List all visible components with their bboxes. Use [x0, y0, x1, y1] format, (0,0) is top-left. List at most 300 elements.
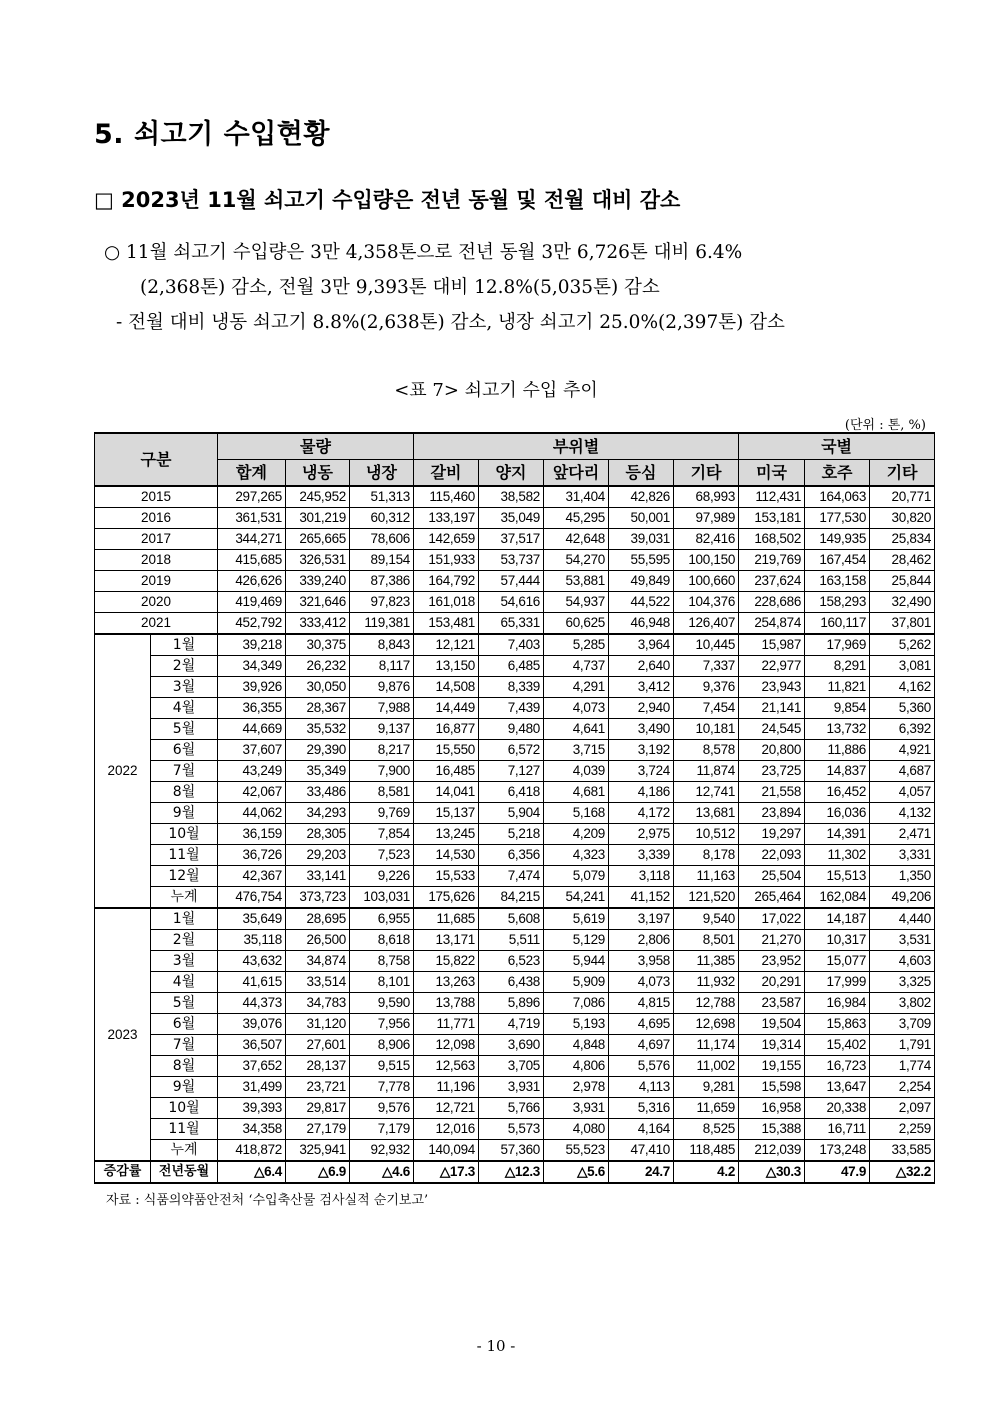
data-cell: 212,039: [739, 1140, 805, 1162]
data-cell: 167,454: [805, 550, 870, 571]
data-cell: 39,393: [218, 1098, 286, 1119]
data-cell: 158,293: [805, 592, 870, 613]
data-cell: 15,822: [414, 951, 479, 972]
data-cell: 54,937: [544, 592, 609, 613]
data-cell: 12,788: [674, 993, 739, 1014]
data-cell: 6,438: [479, 972, 544, 993]
data-cell: 4,186: [609, 782, 674, 803]
table-row: [95, 1140, 935, 1162]
data-cell: 6,523: [479, 951, 544, 972]
data-cell: 17,969: [805, 634, 870, 656]
table-row: [95, 719, 935, 740]
data-cell: 3,118: [609, 866, 674, 887]
table-row: [95, 634, 935, 656]
data-cell: 4,162: [870, 677, 935, 698]
data-cell: 35,349: [286, 761, 350, 782]
data-cell: 297,265: [218, 486, 286, 508]
data-cell: 3,197: [609, 908, 674, 930]
table-caption: <표 7> 쇠고기 수입 추이: [394, 380, 598, 401]
data-cell: 4,291: [544, 677, 609, 698]
bullet-line-1: ○ 11월 쇠고기 수입량은 3만 4,358톤으로 전년 동월 3만 6,726톤 대비 6.4%: [104, 242, 743, 263]
data-cell: 44,373: [218, 993, 286, 1014]
data-cell: 7,337: [674, 656, 739, 677]
data-cell: 23,587: [739, 993, 805, 1014]
data-cell: 53,881: [544, 571, 609, 592]
page-number: - 10 -: [476, 1337, 516, 1355]
data-cell: 97,989: [674, 508, 739, 529]
data-cell: 7,439: [479, 698, 544, 719]
data-cell: △17.3: [414, 1161, 479, 1183]
data-cell: △6.9: [286, 1161, 350, 1183]
table-row: [95, 677, 935, 698]
data-cell: △5.6: [544, 1161, 609, 1183]
data-cell: 2,254: [870, 1077, 935, 1098]
table-row: [95, 1035, 935, 1056]
data-cell: 9,876: [350, 677, 414, 698]
data-cell: 5,193: [544, 1014, 609, 1035]
data-cell: 8,501: [674, 930, 739, 951]
data-cell: 5,285: [544, 634, 609, 656]
data-cell: 3,958: [609, 951, 674, 972]
data-cell: 11,821: [805, 677, 870, 698]
data-cell: 16,711: [805, 1119, 870, 1140]
data-cell: 5,619: [544, 908, 609, 930]
table-row: [95, 698, 935, 719]
data-cell: 2,940: [609, 698, 674, 719]
data-cell: 3,081: [870, 656, 935, 677]
data-cell: 12,741: [674, 782, 739, 803]
month-label: 11월: [151, 1119, 218, 1140]
month-label: 9월: [151, 803, 218, 824]
data-cell: 16,984: [805, 993, 870, 1014]
data-cell: 84,215: [479, 887, 544, 909]
data-cell: 9,376: [674, 677, 739, 698]
data-cell: 142,659: [414, 529, 479, 550]
data-cell: 28,462: [870, 550, 935, 571]
data-cell: 161,018: [414, 592, 479, 613]
data-cell: 265,665: [286, 529, 350, 550]
sub-bullet: - 전월 대비 냉동 쇠고기 8.8%(2,638톤) 감소, 냉장 쇠고기 25.0%(2,397톤) 감소: [116, 312, 785, 333]
data-cell: 14,508: [414, 677, 479, 698]
data-cell: 92,932: [350, 1140, 414, 1162]
data-cell: 6,418: [479, 782, 544, 803]
data-cell: 2,471: [870, 824, 935, 845]
header-col: 앞다리: [544, 460, 609, 487]
month-label: 7월: [151, 761, 218, 782]
table-row: [95, 1014, 935, 1035]
data-cell: 15,137: [414, 803, 479, 824]
data-cell: 7,988: [350, 698, 414, 719]
header-col: 기타: [674, 460, 739, 487]
data-cell: 4,695: [609, 1014, 674, 1035]
data-cell: 11,659: [674, 1098, 739, 1119]
data-cell: 5,909: [544, 972, 609, 993]
data-cell: 47.9: [805, 1161, 870, 1183]
header-col: 냉동: [286, 460, 350, 487]
data-cell: 14,837: [805, 761, 870, 782]
data-cell: 164,063: [805, 486, 870, 508]
data-cell: △32.2: [870, 1161, 935, 1183]
month-label: 11월: [151, 845, 218, 866]
growth-row: [95, 1161, 935, 1183]
month-label: 6월: [151, 740, 218, 761]
data-cell: 39,076: [218, 1014, 286, 1035]
data-cell: 29,203: [286, 845, 350, 866]
data-cell: 9,515: [350, 1056, 414, 1077]
data-cell: 5,129: [544, 930, 609, 951]
data-cell: 164,792: [414, 571, 479, 592]
data-cell: 2,097: [870, 1098, 935, 1119]
data-cell: 37,801: [870, 613, 935, 635]
data-cell: 2,978: [544, 1077, 609, 1098]
table-row: [95, 613, 935, 635]
table-row: [95, 845, 935, 866]
growth-sub-label: 전년동월: [151, 1161, 218, 1183]
data-cell: 177,530: [805, 508, 870, 529]
data-cell: 4,921: [870, 740, 935, 761]
data-cell: 419,469: [218, 592, 286, 613]
month-label: 6월: [151, 1014, 218, 1035]
data-cell: 344,271: [218, 529, 286, 550]
data-cell: 100,150: [674, 550, 739, 571]
data-cell: 35,532: [286, 719, 350, 740]
data-cell: 219,769: [739, 550, 805, 571]
month-label: 2월: [151, 930, 218, 951]
data-cell: 361,531: [218, 508, 286, 529]
data-cell: 8,217: [350, 740, 414, 761]
data-cell: 8,117: [350, 656, 414, 677]
data-cell: 16,958: [739, 1098, 805, 1119]
data-cell: 149,935: [805, 529, 870, 550]
table-row: [95, 993, 935, 1014]
data-cell: 20,771: [870, 486, 935, 508]
year-group-label: 2023: [95, 908, 151, 1161]
data-cell: 36,355: [218, 698, 286, 719]
data-cell: 53,737: [479, 550, 544, 571]
data-cell: 17,999: [805, 972, 870, 993]
data-cell: 4,113: [609, 1077, 674, 1098]
data-cell: 2,975: [609, 824, 674, 845]
header-col: 미국: [739, 460, 805, 487]
data-cell: 7,127: [479, 761, 544, 782]
table-row: [95, 1098, 935, 1119]
data-cell: △6.4: [218, 1161, 286, 1183]
data-cell: 373,723: [286, 887, 350, 909]
table-row: [95, 1056, 935, 1077]
data-cell: 13,171: [414, 930, 479, 951]
data-cell: 34,349: [218, 656, 286, 677]
data-cell: 37,517: [479, 529, 544, 550]
unit-label: (단위 : 톤, %): [844, 418, 926, 433]
data-cell: 16,723: [805, 1056, 870, 1077]
month-label: 누계: [151, 1140, 218, 1162]
data-cell: △12.3: [479, 1161, 544, 1183]
data-cell: 6,392: [870, 719, 935, 740]
data-cell: 4,073: [544, 698, 609, 719]
section-title: 5. 쇠고기 수입현황: [94, 119, 330, 150]
data-cell: 168,502: [739, 529, 805, 550]
data-cell: 14,530: [414, 845, 479, 866]
data-cell: 54,241: [544, 887, 609, 909]
data-cell: 11,932: [674, 972, 739, 993]
data-cell: 42,826: [609, 486, 674, 508]
data-cell: 8,178: [674, 845, 739, 866]
data-cell: 3,325: [870, 972, 935, 993]
data-cell: 6,356: [479, 845, 544, 866]
data-cell: 28,367: [286, 698, 350, 719]
data-cell: 11,174: [674, 1035, 739, 1056]
data-cell: 11,302: [805, 845, 870, 866]
data-cell: 33,514: [286, 972, 350, 993]
month-label: 4월: [151, 972, 218, 993]
data-cell: 15,533: [414, 866, 479, 887]
data-cell: 35,118: [218, 930, 286, 951]
data-cell: 4,172: [609, 803, 674, 824]
data-cell: 22,977: [739, 656, 805, 677]
data-cell: 14,041: [414, 782, 479, 803]
data-cell: 7,454: [674, 698, 739, 719]
data-cell: 25,834: [870, 529, 935, 550]
data-cell: 16,485: [414, 761, 479, 782]
data-cell: 33,585: [870, 1140, 935, 1162]
data-cell: 57,444: [479, 571, 544, 592]
data-cell: 43,249: [218, 761, 286, 782]
data-cell: 4,132: [870, 803, 935, 824]
table-row: [95, 592, 935, 613]
month-label: 누계: [151, 887, 218, 909]
data-cell: 32,490: [870, 592, 935, 613]
data-cell: 5,573: [479, 1119, 544, 1140]
data-cell: 78,606: [350, 529, 414, 550]
data-cell: 2,640: [609, 656, 674, 677]
data-cell: 7,403: [479, 634, 544, 656]
data-cell: 5,316: [609, 1098, 674, 1119]
data-cell: 8,101: [350, 972, 414, 993]
data-cell: 2,806: [609, 930, 674, 951]
data-cell: 55,595: [609, 550, 674, 571]
header-col: 냉장: [350, 460, 414, 487]
data-cell: 20,800: [739, 740, 805, 761]
data-cell: 87,386: [350, 571, 414, 592]
data-cell: 245,952: [286, 486, 350, 508]
data-cell: 3,490: [609, 719, 674, 740]
data-cell: 11,874: [674, 761, 739, 782]
data-cell: 46,948: [609, 613, 674, 635]
data-cell: 10,181: [674, 719, 739, 740]
data-cell: 36,507: [218, 1035, 286, 1056]
header-group-part: 부위별: [414, 433, 739, 460]
data-cell: 4,806: [544, 1056, 609, 1077]
year-label: 2018: [95, 550, 218, 571]
table-row: [95, 1077, 935, 1098]
data-cell: 21,270: [739, 930, 805, 951]
data-cell: 11,196: [414, 1077, 479, 1098]
source-note: 자료 : 식품의약품안전처 ‘수입축산물 검사실적 순기보고’: [106, 1193, 429, 1208]
data-cell: 13,788: [414, 993, 479, 1014]
data-cell: 55,523: [544, 1140, 609, 1162]
data-cell: 11,685: [414, 908, 479, 930]
data-cell: 14,449: [414, 698, 479, 719]
data-cell: 41,152: [609, 887, 674, 909]
table-row: [95, 930, 935, 951]
data-cell: 31,499: [218, 1077, 286, 1098]
data-cell: 8,758: [350, 951, 414, 972]
data-cell: 8,339: [479, 677, 544, 698]
data-cell: 97,823: [350, 592, 414, 613]
data-cell: 60,625: [544, 613, 609, 635]
data-cell: 452,792: [218, 613, 286, 635]
data-cell: 29,817: [286, 1098, 350, 1119]
data-cell: 31,404: [544, 486, 609, 508]
header-group-country: 국별: [739, 433, 935, 460]
data-cell: 12,721: [414, 1098, 479, 1119]
month-label: 2월: [151, 656, 218, 677]
data-cell: 16,036: [805, 803, 870, 824]
table-row: [95, 866, 935, 887]
month-label: 1월: [151, 908, 218, 930]
data-cell: 23,943: [739, 677, 805, 698]
data-cell: 15,598: [739, 1077, 805, 1098]
data-cell: 30,375: [286, 634, 350, 656]
data-cell: 9,480: [479, 719, 544, 740]
data-cell: 19,504: [739, 1014, 805, 1035]
data-cell: 24.7: [609, 1161, 674, 1183]
data-cell: 5,262: [870, 634, 935, 656]
data-cell: 9,590: [350, 993, 414, 1014]
data-cell: 301,219: [286, 508, 350, 529]
data-cell: 17,022: [739, 908, 805, 930]
data-cell: 35,649: [218, 908, 286, 930]
data-cell: 12,121: [414, 634, 479, 656]
table-row: [95, 972, 935, 993]
data-cell: 9,226: [350, 866, 414, 887]
data-cell: 20,338: [805, 1098, 870, 1119]
month-label: 8월: [151, 1056, 218, 1077]
data-cell: 104,376: [674, 592, 739, 613]
data-cell: 115,460: [414, 486, 479, 508]
data-cell: 44,522: [609, 592, 674, 613]
data-cell: 16,877: [414, 719, 479, 740]
data-cell: 8,906: [350, 1035, 414, 1056]
data-cell: 339,240: [286, 571, 350, 592]
data-cell: 12,698: [674, 1014, 739, 1035]
data-cell: 175,626: [414, 887, 479, 909]
data-cell: 4,737: [544, 656, 609, 677]
data-cell: 6,485: [479, 656, 544, 677]
data-cell: 34,358: [218, 1119, 286, 1140]
month-label: 8월: [151, 782, 218, 803]
data-cell: 4,719: [479, 1014, 544, 1035]
data-cell: 8,578: [674, 740, 739, 761]
data-cell: 25,844: [870, 571, 935, 592]
data-cell: 15,550: [414, 740, 479, 761]
data-cell: 27,601: [286, 1035, 350, 1056]
data-cell: 5,079: [544, 866, 609, 887]
data-cell: 26,232: [286, 656, 350, 677]
data-cell: 4,209: [544, 824, 609, 845]
header-col: 기타: [870, 460, 935, 487]
table-row: [95, 887, 935, 909]
header-col: 등심: [609, 460, 674, 487]
data-cell: 33,486: [286, 782, 350, 803]
data-cell: 4,057: [870, 782, 935, 803]
year-label: 2020: [95, 592, 218, 613]
data-cell: 5,944: [544, 951, 609, 972]
data-cell: 2,259: [870, 1119, 935, 1140]
data-cell: 26,500: [286, 930, 350, 951]
data-cell: 126,407: [674, 613, 739, 635]
data-cell: 1,774: [870, 1056, 935, 1077]
data-cell: 4,323: [544, 845, 609, 866]
data-cell: 426,626: [218, 571, 286, 592]
data-cell: 34,293: [286, 803, 350, 824]
data-cell: 15,863: [805, 1014, 870, 1035]
data-cell: 418,872: [218, 1140, 286, 1162]
data-cell: 39,926: [218, 677, 286, 698]
data-cell: 20,291: [739, 972, 805, 993]
data-cell: 13,647: [805, 1077, 870, 1098]
header-category: 구분: [95, 433, 218, 486]
month-label: 1월: [151, 634, 218, 656]
data-cell: 5,168: [544, 803, 609, 824]
table-row: [95, 486, 935, 508]
data-cell: 1,350: [870, 866, 935, 887]
data-cell: 10,317: [805, 930, 870, 951]
table-row: [95, 951, 935, 972]
data-cell: 162,084: [805, 887, 870, 909]
data-cell: 21,141: [739, 698, 805, 719]
data-cell: 5,218: [479, 824, 544, 845]
data-cell: 89,154: [350, 550, 414, 571]
data-cell: 29,390: [286, 740, 350, 761]
growth-label: 증감률: [95, 1161, 151, 1183]
data-cell: 140,094: [414, 1140, 479, 1162]
data-cell: 9,854: [805, 698, 870, 719]
data-cell: 34,783: [286, 993, 350, 1014]
data-cell: 153,481: [414, 613, 479, 635]
data-cell: 37,652: [218, 1056, 286, 1077]
data-cell: 12,098: [414, 1035, 479, 1056]
year-label: 2021: [95, 613, 218, 635]
data-cell: 44,669: [218, 719, 286, 740]
data-cell: 25,504: [739, 866, 805, 887]
data-cell: 265,464: [739, 887, 805, 909]
data-cell: 163,158: [805, 571, 870, 592]
data-cell: 133,197: [414, 508, 479, 529]
data-cell: 9,769: [350, 803, 414, 824]
data-cell: 228,686: [739, 592, 805, 613]
data-cell: 54,270: [544, 550, 609, 571]
table-row: [95, 1119, 935, 1140]
header-group-volume: 물량: [218, 433, 414, 460]
data-cell: 3,690: [479, 1035, 544, 1056]
data-cell: 15,513: [805, 866, 870, 887]
data-cell: 42,648: [544, 529, 609, 550]
data-cell: 8,843: [350, 634, 414, 656]
data-cell: 13,245: [414, 824, 479, 845]
data-cell: 10,445: [674, 634, 739, 656]
data-cell: 49,849: [609, 571, 674, 592]
data-cell: 15,388: [739, 1119, 805, 1140]
data-cell: 15,402: [805, 1035, 870, 1056]
data-cell: 19,155: [739, 1056, 805, 1077]
data-cell: 5,360: [870, 698, 935, 719]
data-cell: 237,624: [739, 571, 805, 592]
header-col: 갈비: [414, 460, 479, 487]
data-cell: 3,715: [544, 740, 609, 761]
data-cell: 45,295: [544, 508, 609, 529]
data-cell: 15,987: [739, 634, 805, 656]
